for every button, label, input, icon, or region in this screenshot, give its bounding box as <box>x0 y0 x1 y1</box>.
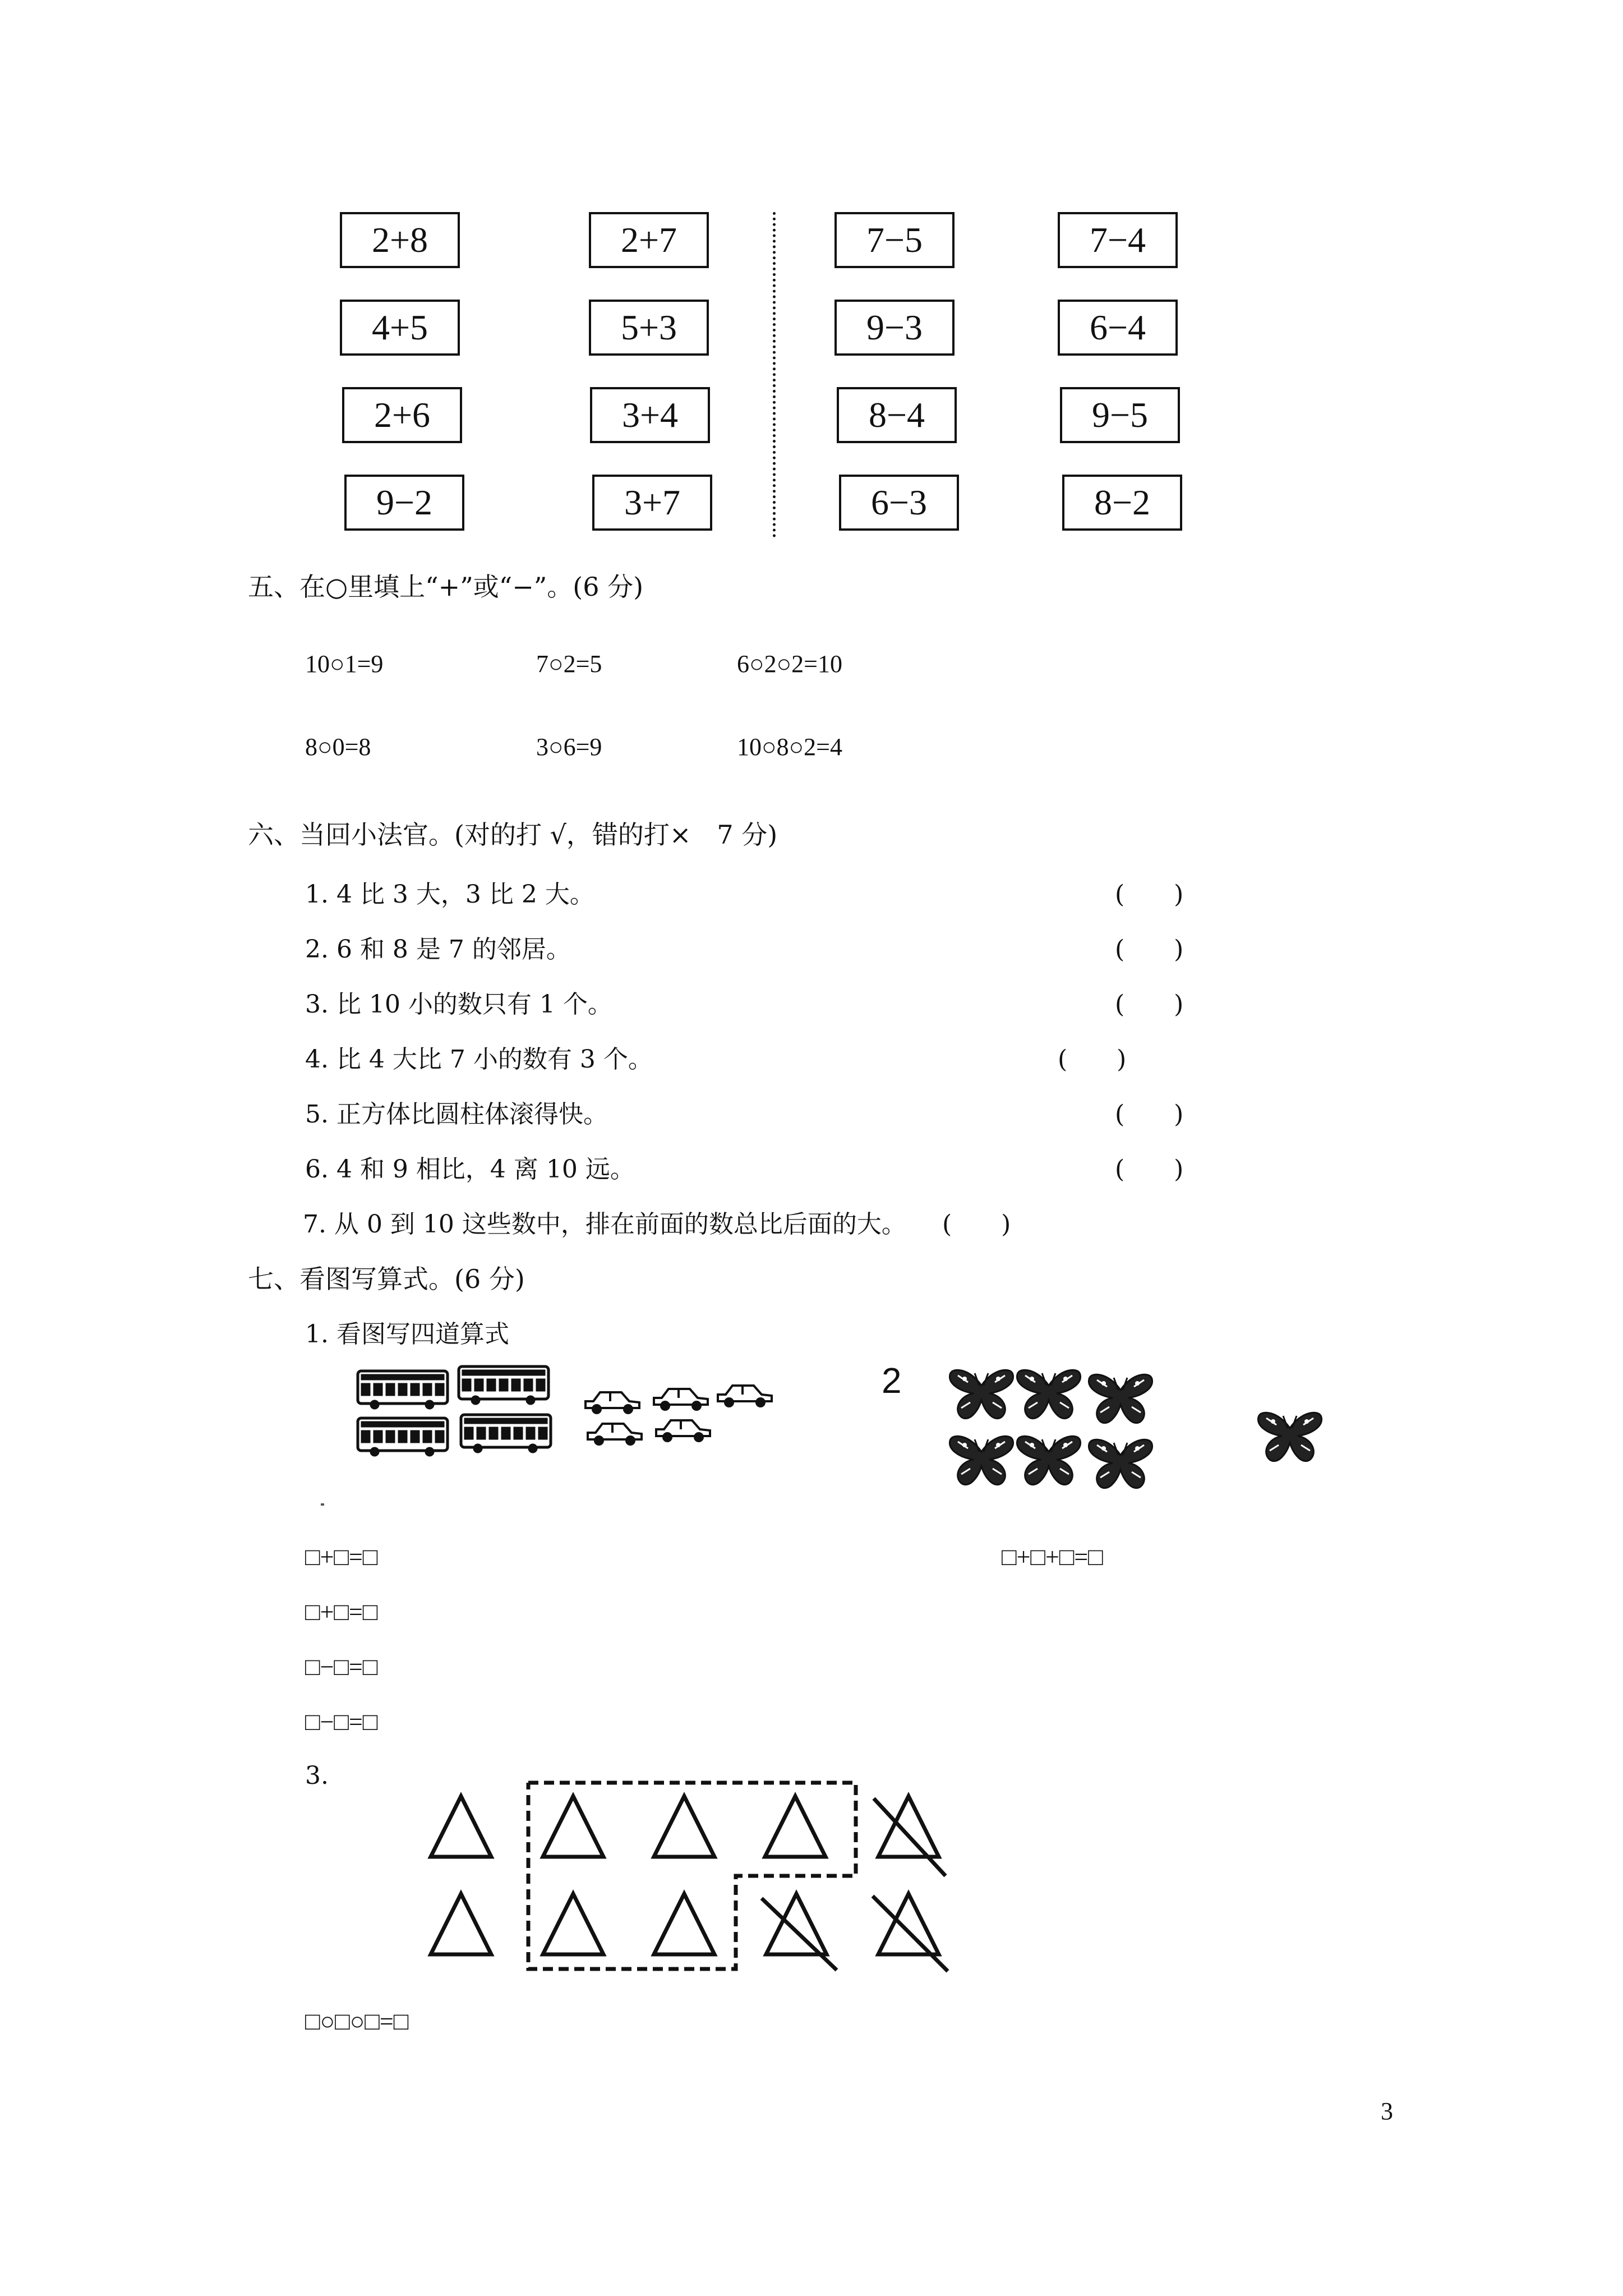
fill-equation: 10○8○2=4 <box>737 733 842 761</box>
formula-blank[interactable]: □+□=□ <box>305 1598 378 1626</box>
expression-box: 8−2 <box>1062 475 1182 531</box>
expression-box: 8−4 <box>837 387 957 443</box>
answer-parens[interactable]: ( ) <box>1115 1155 1184 1184</box>
answer-parens[interactable]: ( ) <box>1115 1100 1184 1129</box>
expression-box: 4+5 <box>340 300 460 356</box>
section6-heading: 六、当回小法官。(对的打 √，错的打× 7 分) <box>248 820 778 850</box>
expression-box: 3+7 <box>592 475 712 531</box>
section5-heading: 五、在○里填上“+”或“−”。(6 分) <box>248 572 644 602</box>
formula-blank[interactable]: □○□○□=□ <box>305 2008 409 2035</box>
expression-box: 6−4 <box>1058 300 1178 356</box>
judge-item: 1. 4 比 3 大，3 比 2 大。 <box>305 880 594 909</box>
fill-equation: 7○2=5 <box>536 650 602 678</box>
judge-item: 4. 比 4 大比 7 小的数有 3 个。 <box>305 1045 653 1074</box>
answer-parens[interactable]: ( ) <box>1058 1045 1127 1074</box>
expression-box: 9−3 <box>834 300 955 356</box>
section7-heading: 七、看图写算式。(6 分) <box>248 1264 525 1294</box>
sub-question-3: 3. <box>305 1761 329 1790</box>
judge-item: 7. 从 0 到 10 这些数中，排在前面的数总比后面的大。 <box>303 1210 906 1239</box>
formula-blank[interactable]: □−□=□ <box>305 1708 378 1736</box>
fill-equation: 3○6=9 <box>536 733 602 761</box>
sub-question-2-marker: 2 <box>882 1360 902 1401</box>
expression-box: 2+7 <box>589 212 709 268</box>
judge-item: 2. 6 和 8 是 7 的邻居。 <box>305 935 571 964</box>
expression-box: 7−5 <box>834 212 955 268</box>
butterfly-illustration <box>948 1363 1352 1520</box>
expression-box: 2+6 <box>342 387 462 443</box>
fill-equation: 8○0=8 <box>305 733 371 761</box>
page-number: 3 <box>1381 2097 1393 2125</box>
expression-box: 3+4 <box>590 387 710 443</box>
judge-item: 5. 正方体比圆柱体滚得快。 <box>305 1100 608 1129</box>
judge-item: 3. 比 10 小的数只有 1 个。 <box>305 990 612 1019</box>
expression-box: 2+8 <box>340 212 460 268</box>
triangles-figure <box>424 1773 962 1986</box>
expression-box: 9−5 <box>1060 387 1180 443</box>
bus-illustration <box>357 1370 559 1465</box>
judge-item: 6. 4 和 9 相比，4 离 10 远。 <box>305 1155 635 1184</box>
fill-equation: 10○1=9 <box>305 650 384 678</box>
expression-box: 5+3 <box>589 300 709 356</box>
car-illustration <box>583 1378 785 1445</box>
expression-box: 9−2 <box>344 475 464 531</box>
expression-box: 6−3 <box>839 475 959 531</box>
formula-blank[interactable]: □+□+□=□ <box>1002 1543 1103 1571</box>
stray-mark <box>321 1503 324 1506</box>
sub-question-1: 1. 看图写四道算式 <box>305 1320 509 1349</box>
fill-equation: 6○2○2=10 <box>737 650 842 678</box>
answer-parens[interactable]: ( ) <box>1115 990 1184 1019</box>
dotted-divider <box>773 212 776 537</box>
answer-parens[interactable]: ( ) <box>942 1210 1011 1239</box>
answer-parens[interactable]: ( ) <box>1115 880 1184 909</box>
formula-blank[interactable]: □+□=□ <box>305 1543 378 1571</box>
expression-box: 7−4 <box>1058 212 1178 268</box>
formula-blank[interactable]: □−□=□ <box>305 1653 378 1681</box>
answer-parens[interactable]: ( ) <box>1115 935 1184 964</box>
